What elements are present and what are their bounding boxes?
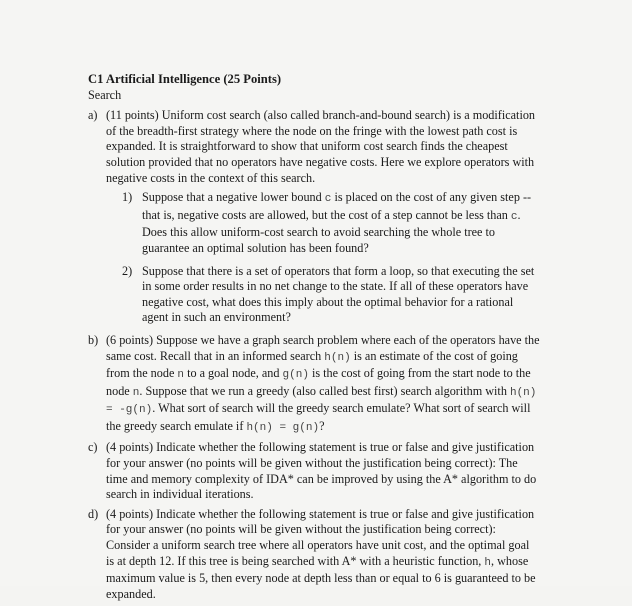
text-run: (4 points) Indicate whether the following statement is true or false and give justification for your answer (no points will be given without the justification being correct): Consider a uniform search tree where all operators have unit cost, and the optimal goal is at depth 12. If this tree is being searched with A* with a heuristic function, [106,506,535,568]
text-run: . What sort of search will the greedy search emulate? What sort of search will the greedy search emulate if [106,401,531,433]
question-b-text [106,333,540,437]
text-run: ? [319,418,325,433]
question-a-text: (11 points) Uniform cost search (also called branch-and-bound search) is a modification of the breadth-first strategy where the node on the fringe with the lowest path cost is expanded. It is straightforward to show that uniform cost search finds the cheapest solution provided that no operators have negative costs. Here we explore operators with negative costs in the context of this search. [106,108,536,185]
text-run: is placed on the cost of any given step -- that is, negative costs are allowed, but the cost of a step cannot be less than [142,190,532,222]
part-1-label: 1) [122,190,133,205]
code-n: n [132,386,140,399]
code-h-eq-g: h(n) = g(n) [246,421,320,434]
text-run: . Does this allow uniform-cost search to avoid searching the whole tree to guarantee an optimal solution has been found? [142,207,521,255]
question-a-label: a) [88,108,98,123]
question-a-part-2 [122,264,540,326]
text-run: is an estimate of the cost of going from the node [106,348,518,381]
question-c [88,440,540,502]
code-h: h [484,556,492,569]
section-subtitle: Search [88,87,122,102]
code-g-n: g(n) [282,369,309,382]
part-2-label: 2) [122,263,133,278]
code-h-n: h(n) [324,351,351,364]
question-b-label: b) [88,332,99,347]
code-c: c [324,193,332,206]
question-d-text [106,507,540,603]
code-c: c [510,210,518,223]
text-run: Suppose that a negative lower bound [142,190,325,205]
question-d-label: d) [88,506,99,521]
document-body [88,72,540,606]
code-n: n [177,369,185,382]
question-c-label: c) [88,440,98,455]
part-1-text [142,190,540,256]
text-run: , whose maximum value is 5, then every node at depth less than or equal to 6 is guaranteed to be expanded. [106,553,536,601]
question-a [88,108,540,326]
question-c-text: (4 points) Indicate whether the following statement is true or false and give justification for your answer (no points will be given without the justification being correct): The time and memory complexity of IDA* can be improved by using the A* algorithm to do search in individual iterations. [106,440,537,502]
text-run: is the cost of going from the start node to the node [106,366,531,398]
question-d [88,507,540,603]
section-title: C1 Artificial Intelligence (25 Points) [88,72,282,86]
text-run: (6 points) Suppose we have a graph search problem where each of the operators have the same cost. Recall that in an informed search [106,332,540,363]
text-run: . Suppose that we run a greedy (also called best first) search algorithm with [139,383,510,398]
code-h-neg-g: h(n) = -g(n) [106,386,537,417]
text-run: to a goal node, and [184,366,283,381]
question-b [88,333,540,437]
part-2-text: Suppose that there is a set of operators that form a loop, so that executing the set in some order results in no net change to the state. If all of these operators have negative cost, what does this imply about the optimal behavior for a rational agent in such an environment? [142,263,535,325]
question-a-part-1 [122,190,540,256]
